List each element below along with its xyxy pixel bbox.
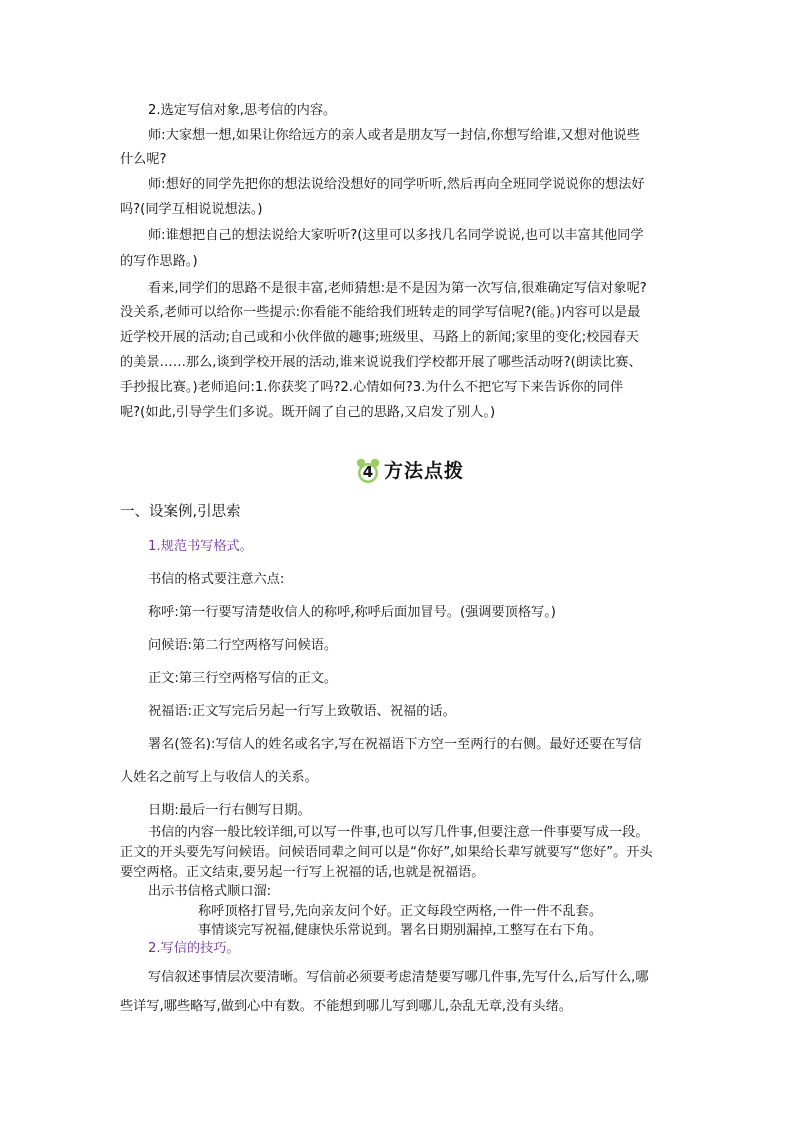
date-line: 日期:最后一行右侧写日期。 — [148, 803, 311, 818]
section-number: 4 — [362, 463, 374, 481]
section-heading — [356, 456, 464, 486]
rhyme-line: 称呼顶格打冒号,先向亲友问个好。正文每段空两格,一件一件不乱套。 — [198, 904, 603, 919]
subheading-skills: 2.写信的技巧。 — [148, 941, 240, 956]
intro-line: 师:大家想一想,如果让你给远方的亲人或者是朋友写一封信,你想写给谁,又想对他说些 — [148, 128, 640, 143]
rhyme-intro: 出示书信格式顺口溜: — [148, 884, 272, 899]
intro-line: 近学校开展的活动;自己或和小伙伴做的趣事;班级里、马路上的新闻;家里的变化;校园春天 — [120, 330, 639, 345]
content-line: 书信的内容一般比较详细,可以写一件事,也可以写几件事,但要注意一件事要写成一段。 — [148, 825, 649, 840]
section-number-badge — [356, 458, 380, 484]
format-item: 正文:第三行空两格写信的正文。 — [148, 671, 338, 686]
intro-line: 的写作思路。) — [120, 254, 198, 269]
format-intro: 书信的格式要注意六点: — [148, 572, 285, 587]
intro-line: 呢?(如此,引导学生们多说。既开阔了自己的思路,又启发了别人。) — [120, 405, 496, 420]
subheading-format: 1.规范书写格式。 — [148, 539, 253, 554]
intro-line: 手抄报比赛。)老师追问:1.你获奖了吗?2.心情如何?3.为什么不把它写下来告诉你的同伴 — [120, 380, 624, 395]
section-title: 方法点拨 — [384, 460, 465, 482]
format-item: 问候语:第二行空两格写问候语。 — [148, 638, 338, 653]
intro-line: 吗?(同学互相说说想法。) — [120, 202, 263, 217]
content-line: 正文的开头要先写问候语。问候语同辈之间可以是“你好”,如果给长辈写就要写“您好”。开头 — [120, 845, 653, 860]
content-line: 要空两格。正文结束,要另起一行写上祝福的话,也就是祝福语。 — [120, 865, 485, 880]
intro-line: 看来,同学们的思路不是很丰富,老师猜想:是不是因为第一次写信,很难确定写信对象呢? — [148, 281, 647, 296]
skill-line: 些详写,哪些略写,做到心中有数。不能想到哪儿写到哪儿,杂乱无章,没有头绪。 — [120, 999, 572, 1014]
intro-line: 师:谁想把自己的想法说给大家听听?(这里可以多找几名同学说说,也可以丰富其他同学 — [148, 228, 644, 243]
method-heading: 一、设案例,引思索 — [120, 504, 241, 520]
intro-line: 2.选定写信对象,思考信的内容。 — [148, 103, 337, 118]
intro-line: 没关系,老师可以给你一些提示:你看能不能给我们班转走的同学写信呢?(能。)内容可以是最 — [120, 305, 641, 320]
intro-line: 师:想好的同学先把你的想法说给没想好的同学听听,然后再向全班同学说说你的想法好 — [148, 177, 645, 192]
rhyme-line: 事情谈完写祝福,健康快乐常说到。署名日期别漏掉,工整写在右下角。 — [198, 923, 603, 938]
signature-line: 署名(签名):写信人的姓名或名字,写在祝福语下方空一至两行的右侧。最好还要在写信 — [148, 737, 642, 752]
format-item: 称呼:第一行要写清楚收信人的称呼,称呼后面加冒号。(强调要顶格写。) — [148, 605, 556, 620]
intro-line: 的美景……那么,谈到学校开展的活动,谁来说说我们学校都开展了哪些活动呀?(朗读比赛、 — [120, 355, 642, 370]
signature-line: 人姓名之前写上与收信人的关系。 — [120, 770, 318, 785]
intro-line: 什么呢? — [120, 152, 167, 167]
format-item: 祝福语:正文写完后另起一行写上致敬语、祝福的话。 — [148, 704, 456, 719]
skill-line: 写信叙述事情层次要清晰。写信前必须要考虑清楚要写哪几件事,先写什么,后写什么,哪 — [148, 970, 649, 985]
